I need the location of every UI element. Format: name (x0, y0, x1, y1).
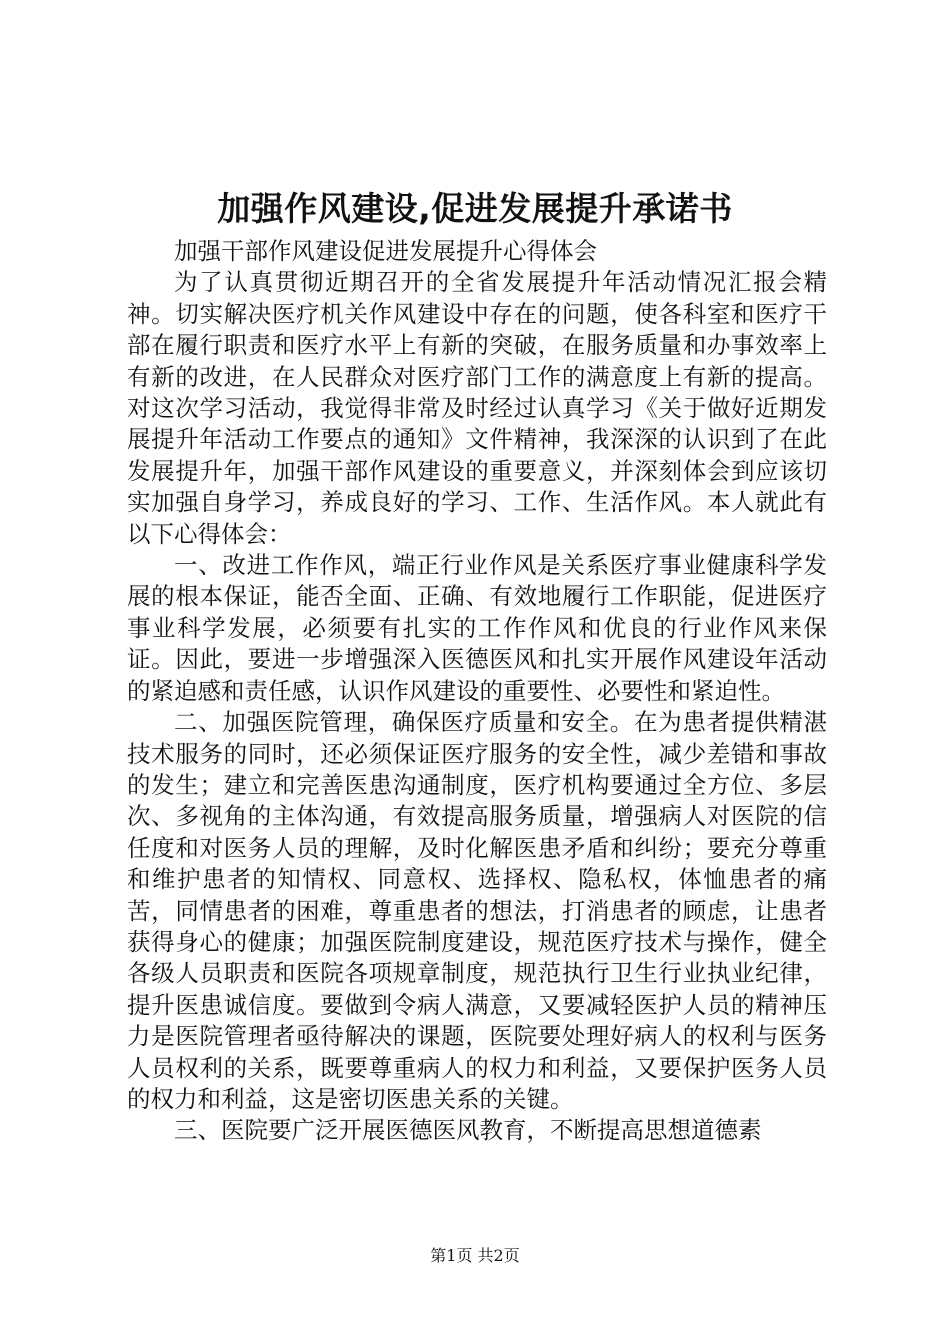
paragraph-point-3: 三、医院要广泛开展医德医风教育，不断提高思想道德素 (174, 1116, 762, 1145)
page-number-footer: 第1页 共2页 (430, 1246, 520, 1265)
document-subtitle: 加强干部作风建设促进发展提升心得体会 (174, 237, 597, 265)
paragraph-point-2: 二、加强医院管理，确保医疗质量和安全。在为患者提供精湛技术服务的同时，还必须保证医疗服务的安全性，减少差错和事故的发生；建立和完善医患沟通制度，医疗机构要通过全方位、多层次、多视角的主体沟通，有效提高服务质量，增强病人对医院的信任度和对医务人员的理解，及时化解医患矛盾和纠纷；要充分尊重和维护患者的知情权、同意权、选择权、隐私权，体恤患者的痛苦，同情患者的困难，尊重患者的想法，打消患者的顾虑，让患者获得身心的健康；加强医院制度建设，规范医疗技术与操作，健全各级人员职责和医院各项规章制度，规范执行卫生行业执业纪律，提升医患诚信度。要做到令病人满意，又要减轻医护人员的精神压力是医院管理者亟待解决的课题，医院要处理好病人的权利与医务人员权利的关系，既要尊重病人的权力和利益，又要保护医务人员的权力和利益，这是密切医患关系的关键。 (127, 708, 827, 1113)
paragraph-intro: 为了认真贯彻近期召开的全省发展提升年活动情况汇报会精神。切实解决医疗机关作风建设中存在的问题，使各科室和医疗干部在履行职责和医疗水平上有新的突破，在服务质量和办事效率上有新的改进，在人民群众对医疗部门工作的满意度上有新的提高。对这次学习活动，我觉得非常及时经过认真学习《关于做好近期发展提升年活动工作要点的通知》文件精神，我深深的认识到了在此发展提升年，加强干部作风建设的重要意义，并深刻体会到应该切实加强自身学习，养成良好的学习、工作、生活作风。本人就此有以下心得体会： (127, 268, 827, 548)
document-title: 加强作风建设,促进发展提升承诺书 (217, 189, 733, 228)
document-body (127, 236, 827, 1147)
paragraph-point-1: 一、改进工作作风，端正行业作风是关系医疗事业健康科学发展的根本保证，能否全面、正确、有效地履行工作职能，促进医疗事业科学发展，必须要有扎实的工作作风和优良的行业作风来保证。因此，要进一步增强深入医德医风和扎实开展作风建设年活动的紧迫感和责任感，认识作风建设的重要性、必要性和紧迫性。 (127, 551, 827, 705)
